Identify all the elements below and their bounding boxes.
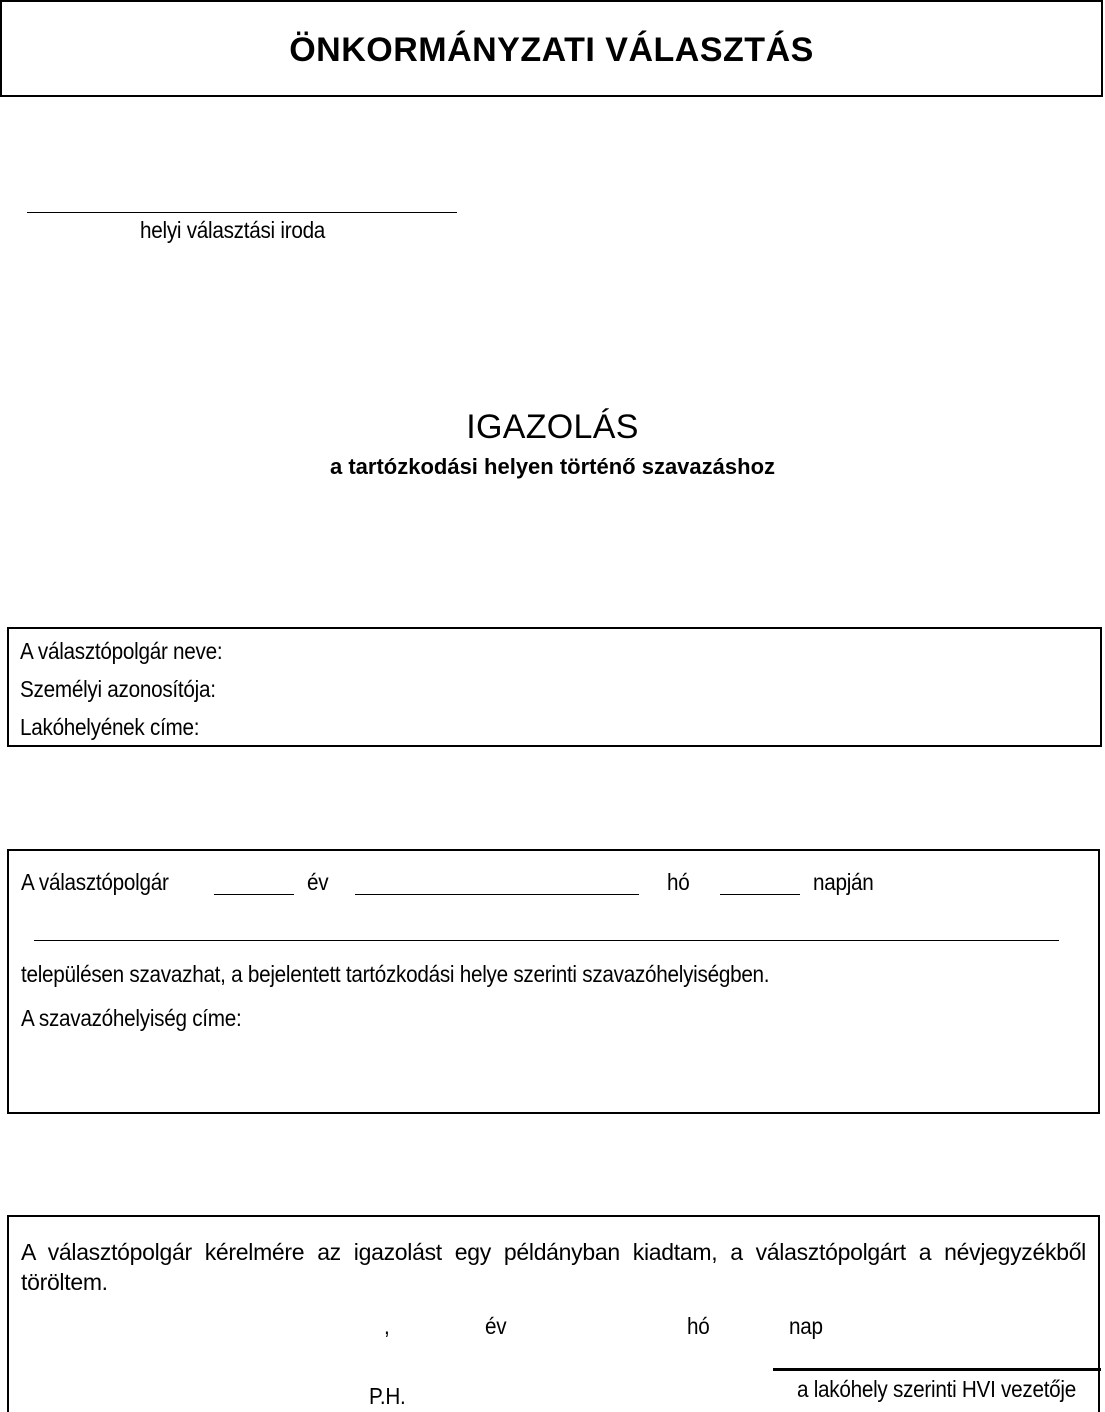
issuance-box xyxy=(7,1215,1100,1412)
office-name-line[interactable] xyxy=(27,212,457,213)
issue-day-label: nap xyxy=(789,1313,823,1339)
document-subtitle: a tartózkodási helyen történő szavazáshoz xyxy=(329,454,776,479)
year-blank-line[interactable] xyxy=(214,894,294,895)
voter-data-box xyxy=(7,627,1102,747)
voter-address-label: Lakóhelyének címe: xyxy=(20,714,200,740)
voting-permission-box xyxy=(7,849,1100,1114)
issue-year-label: év xyxy=(485,1313,507,1339)
header-box xyxy=(0,0,1103,97)
document-title: IGAZOLÁS xyxy=(466,408,639,446)
grant-year-label: év xyxy=(307,869,329,895)
issuance-statement: A választópolgár kérelmére az igazolást egy példányban kiadtam, a választópolgárt a névjegyzékből töröltem. xyxy=(21,1239,1086,1295)
issue-place-comma: , xyxy=(384,1313,390,1339)
signature-line[interactable] xyxy=(773,1368,1101,1371)
voter-id-label: Személyi azonosítója: xyxy=(20,676,216,702)
voter-name-label: A választópolgár neve: xyxy=(20,638,223,664)
station-address-label: A szavazóhelyiség címe: xyxy=(21,1005,242,1031)
day-blank-line[interactable] xyxy=(720,894,800,895)
issue-month-label: hó xyxy=(687,1313,710,1339)
stamp-placeholder: P.H. xyxy=(369,1383,406,1409)
office-label: helyi választási iroda xyxy=(140,217,326,243)
settlement-text: településen szavazhat, a bejelentett tartózkodási helye szerinti szavazóhelyiségben. xyxy=(21,961,770,987)
grant-voter-label: A választópolgár xyxy=(21,869,169,895)
signature-label: a lakóhely szerinti HVI vezetője xyxy=(797,1376,1076,1402)
grant-month-label: hó xyxy=(667,869,690,895)
settlement-blank-line[interactable] xyxy=(34,940,1059,941)
grant-day-label: napján xyxy=(813,869,874,895)
month-blank-line[interactable] xyxy=(355,894,639,895)
election-title: ÖNKORMÁNYZATI VÁLASZTÁS xyxy=(289,31,814,69)
